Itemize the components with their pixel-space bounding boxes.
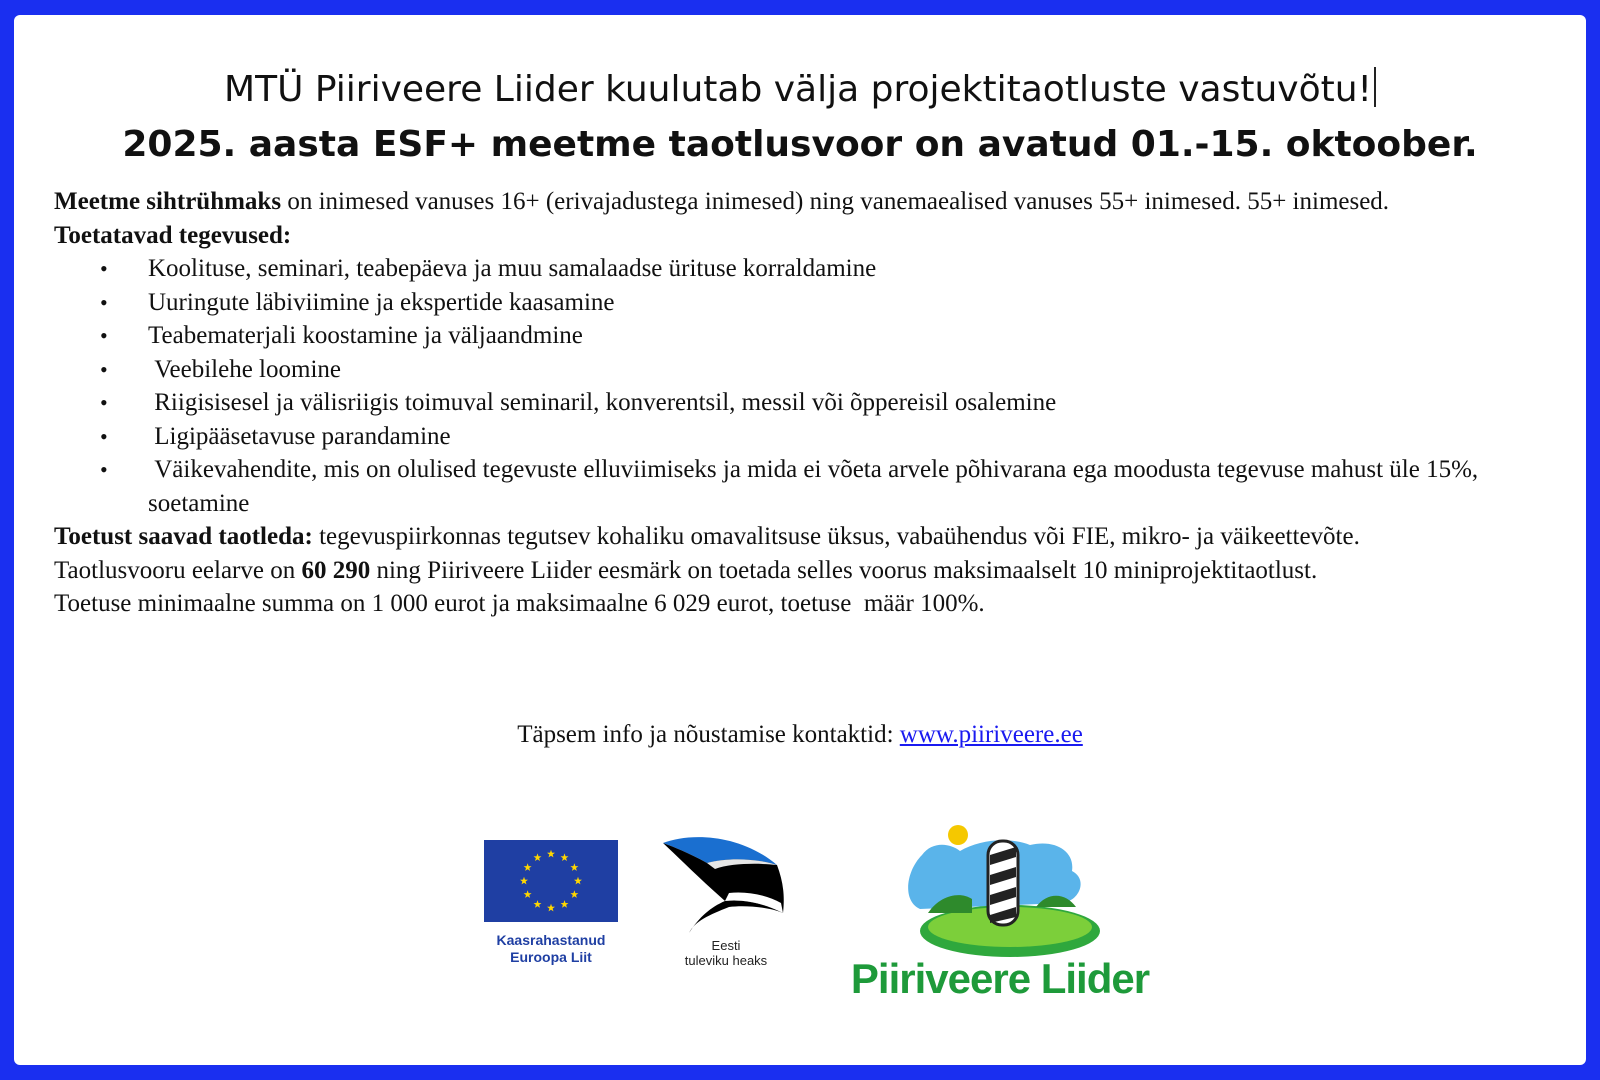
title-text: MTÜ Piiriveere Liider kuulutab välja projektitaotluste vastuvõtu! [224, 69, 1372, 110]
bullet-icon: • [100, 289, 108, 315]
eu-caption [471, 932, 631, 966]
website-link[interactable]: www.piiriveere.ee [899, 721, 1083, 748]
list-item-text: Veebilehe loomine [148, 355, 341, 383]
list-item [54, 286, 1554, 320]
bullet-icon: • [100, 356, 108, 382]
text-cursor [1374, 67, 1376, 107]
bullet-icon: • [100, 323, 108, 348]
grant-limits-paragraph: Toetuse minimaalne summa on 1 000 eurot ja maksimaalne 6 029 eurot, toetuse määr 100%. [54, 590, 985, 617]
list-item [54, 252, 1554, 286]
piiriveere-liider-name: Piiriveere Liider [850, 955, 1150, 1002]
list-item-text: Uuringute läbiviimine ja ekspertide kaasamine [148, 288, 615, 316]
page-subtitle: 2025. aasta ESF+ meetme taotlusvoor on avatud 01.-15. oktoober. [122, 124, 1478, 165]
estonian-flag-wave-icon [659, 833, 789, 933]
bullet-icon: • [100, 256, 108, 281]
estonia-caption-line2: tuleviku heaks [684, 953, 768, 968]
estonia-logo [659, 833, 789, 968]
eu-caption-line2: Euroopa Liit [510, 949, 592, 965]
activities-heading [54, 219, 1554, 253]
contact-line [14, 718, 1586, 752]
bullet-icon: • [100, 390, 108, 415]
list-item [54, 319, 1554, 353]
bullet-icon: • [100, 423, 108, 449]
bullet-icon: • [100, 457, 108, 482]
applicants-label: Toetust saavad taotleda: [54, 523, 313, 550]
notice-page [14, 15, 1586, 1065]
list-item-text: Ligipääsetavuse parandamine [148, 422, 451, 450]
list-item [54, 420, 1554, 454]
contact-label: Täpsem info ja nõustamise kontaktid: [517, 721, 900, 748]
list-item-text: Teabematerjali koostamine ja väljaandmine [148, 322, 583, 349]
list-item [54, 353, 1554, 387]
list-item-text: Väikevahendite, mis on olulised tegevuste elluviimiseks ja mida ei võeta arvele põhivarana ega moodusta tegevuse mahust üle 15%, soetamine [148, 456, 1485, 517]
estonia-caption-line1: Eesti [711, 938, 741, 953]
list-item-text: Riigisisesel ja välisriigis toimuval seminaril, konverentsil, messil või õppereisil osalemine [148, 389, 1057, 416]
budget-suffix: ning Piiriveere Liider eesmärk on toetada selles voorus maksimaalselt 10 miniprojektitaotlust. [370, 556, 1318, 584]
eu-logo [484, 840, 618, 966]
budget-prefix: Taotlusvooru eelarve on [54, 556, 302, 584]
activities-label: Toetatavad tegevused: [54, 221, 292, 249]
target-group-text: on inimesed vanuses 16+ (erivajadustega inimesed) ning vanemaealised vanuses 55+ inimesed. 55+ inimesed. [281, 188, 1390, 215]
activities-list [54, 252, 1554, 520]
budget-amount: 60 290 [301, 556, 371, 584]
eu-caption-line1: Kaasrahastanud [496, 932, 606, 948]
announcement-body [54, 185, 1554, 621]
target-group-label: Meetme sihtrühmaks [54, 188, 282, 215]
list-item [54, 453, 1554, 520]
estonia-caption [663, 938, 789, 968]
target-group-paragraph [54, 185, 1554, 219]
list-item [54, 386, 1554, 420]
border-post-landscape-icon [840, 821, 1160, 961]
page-title [14, 67, 1586, 112]
budget-paragraph [54, 554, 1554, 588]
applicants-paragraph [54, 520, 1554, 554]
piiriveere-liider-logo [840, 821, 1160, 1002]
list-item-text: Koolituse, seminari, teabepäeva ja muu samalaadse ürituse korraldamine [148, 255, 877, 282]
eu-flag-icon [484, 840, 618, 922]
applicants-text: tegevuspiirkonnas tegutsev kohaliku omavalitsuse üksus, vabaühendus või FIE, mikro- ja väikeettevõte. [312, 523, 1360, 550]
